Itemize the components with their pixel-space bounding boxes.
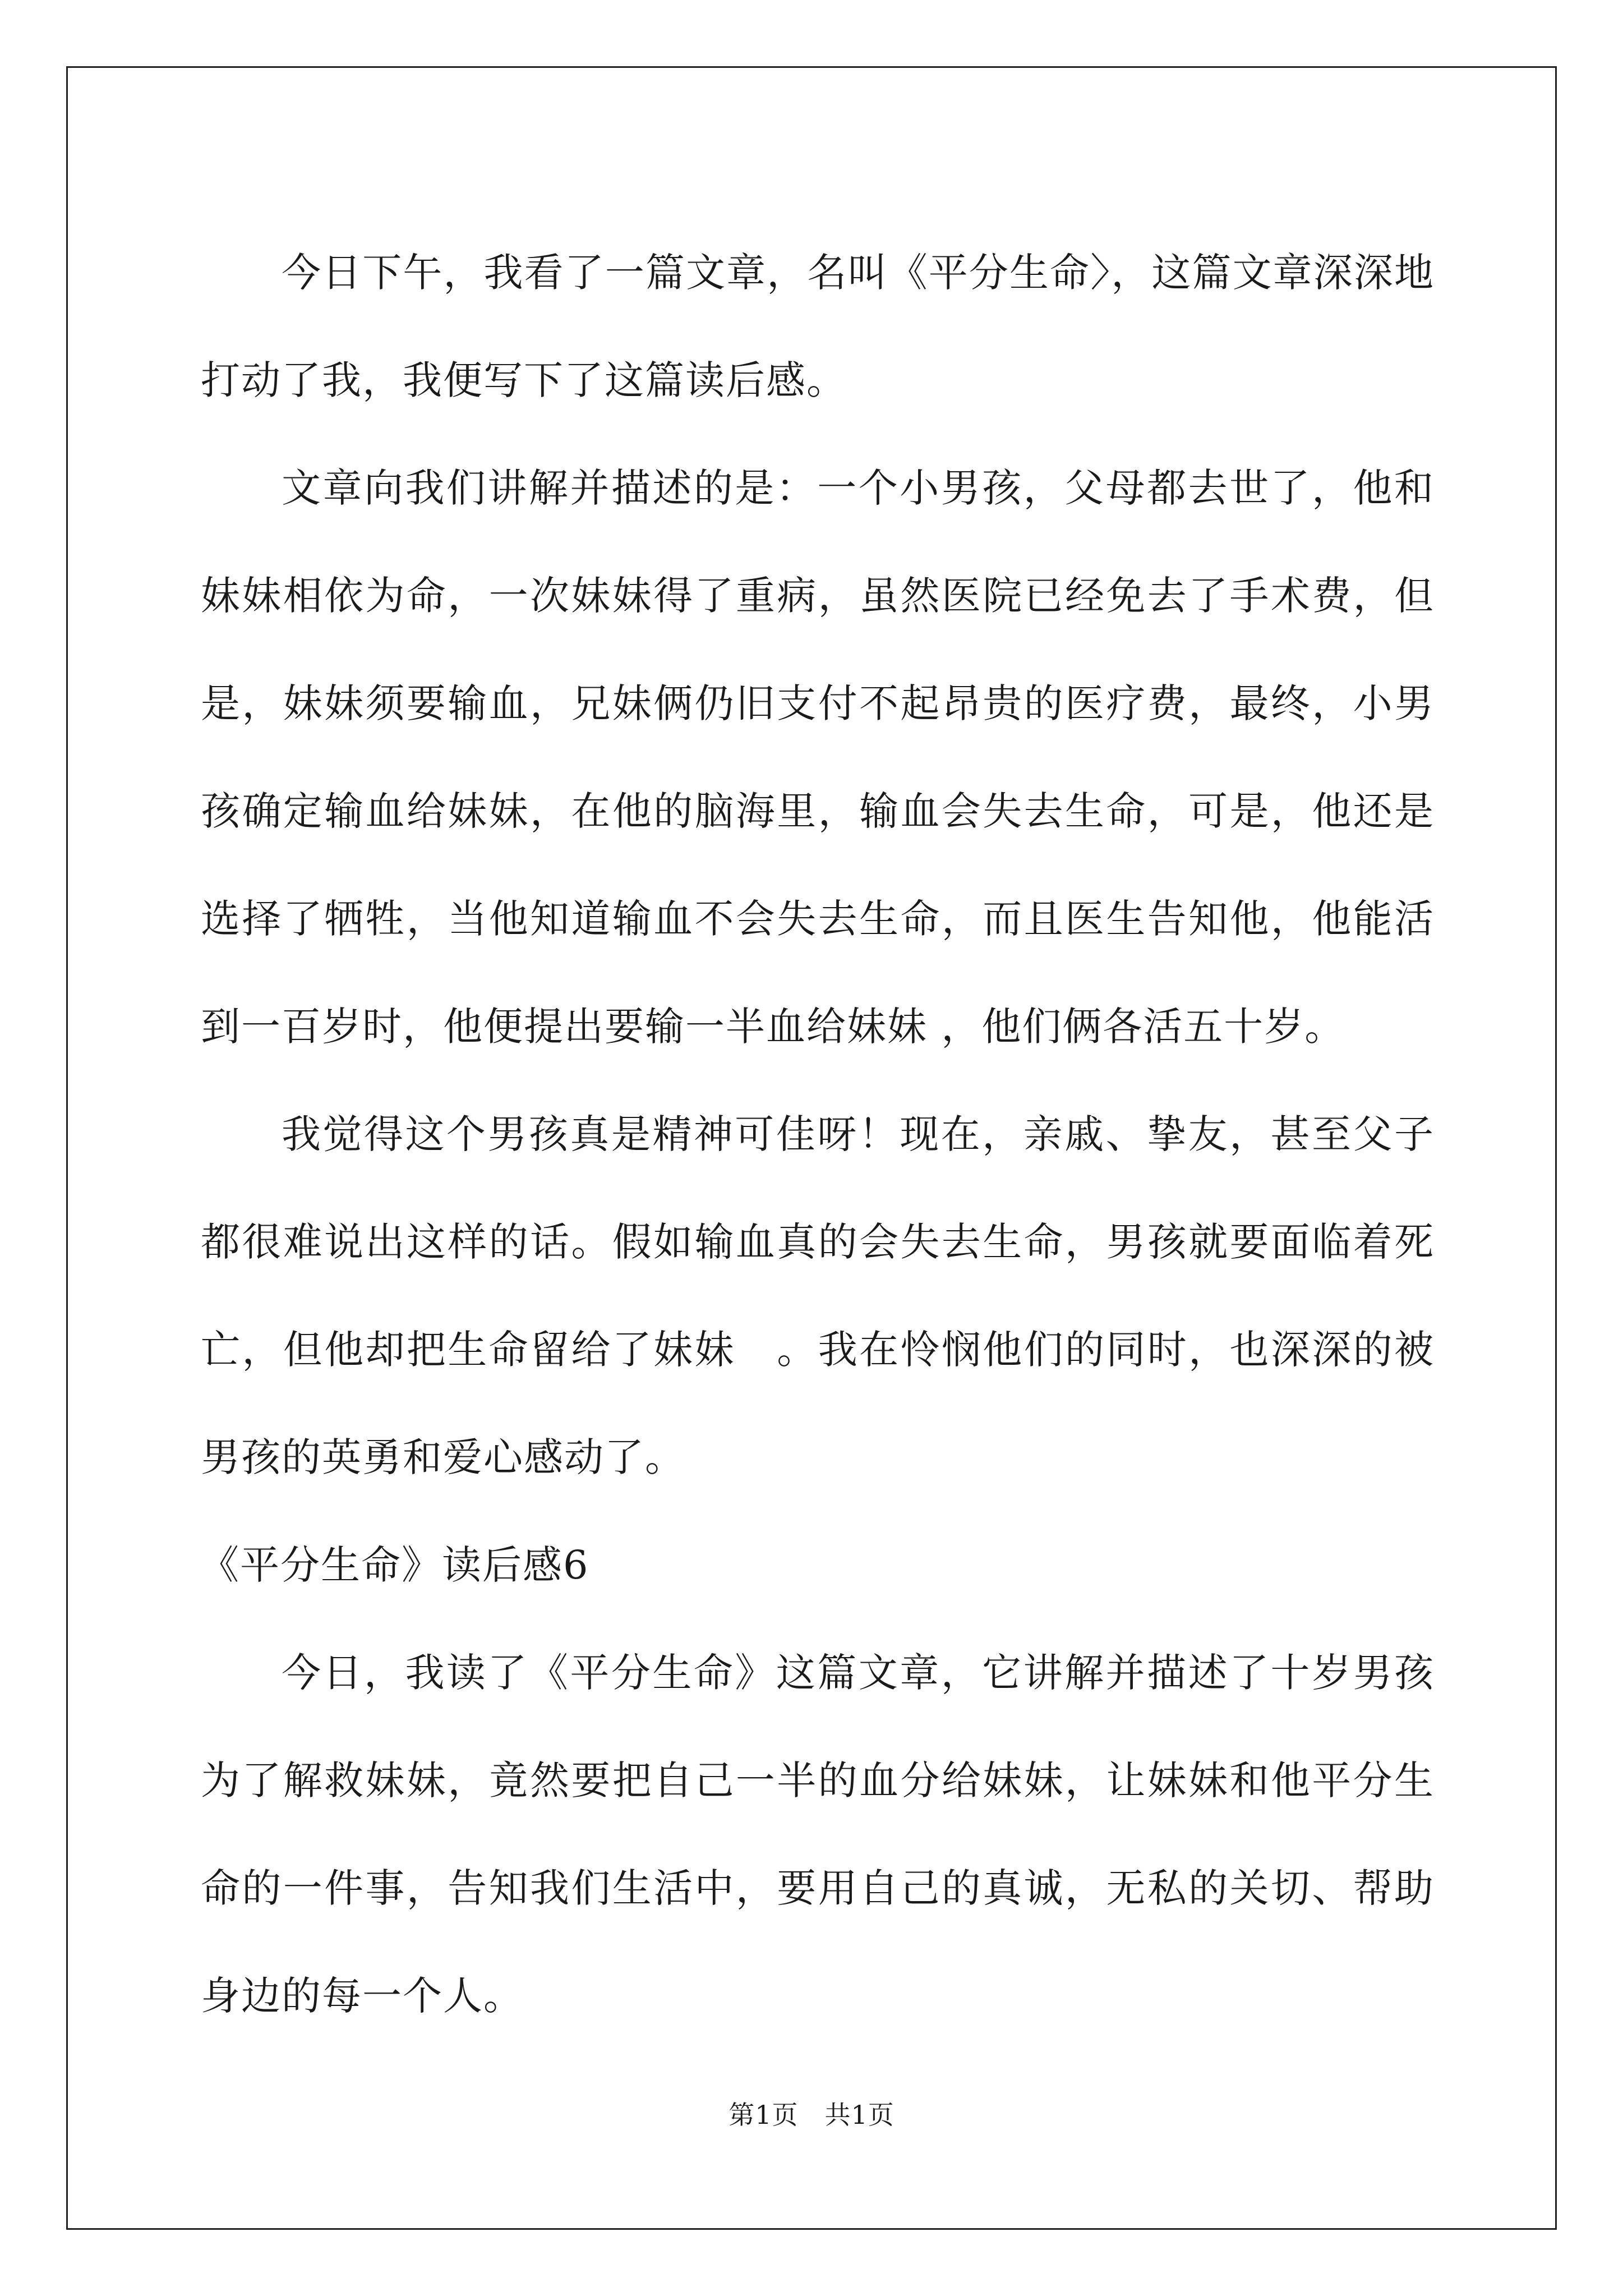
paragraph-4: 今日，我读了《平分生命》这篇文章，它讲解并描述了十岁男孩为了解救妹妹，竟然要把自己一半的血分给妹妹，让妹妹和他平分生命的一件事，告知我们生活中，要用自己的真诚，无私的关切、帮助身边的每一个人。	[201, 1650, 1435, 2019]
document-body	[201, 219, 1435, 2050]
section-title: 《平分生命》读后感6	[200, 1542, 589, 1588]
paragraph-3: 我觉得这个男孩真是精神可佳呀！现在，亲戚、挚友，甚至父子都很难说出这样的话。假如输血真的会失去生命，男孩就要面临着死亡，但他却把生命留给了妹妹 。我在怜悯他们的同时，也深深的被男孩的英勇和爱心感动了。	[201, 1111, 1435, 1480]
page-number-footer: 第1页 共1页	[728, 2100, 895, 2130]
paragraph-2: 文章向我们讲解并描述的是：一个小男孩，父母都去世了，他和妹妹相依为命，一次妹妹得了重病，虽然医院已经免去了手术费，但是，妹妹须要输血，兄妹俩仍旧支付不起昂贵的医疗费，最终，小男孩确定输血给妹妹，在他的脑海里，输血会失去生命，可是，他还是选择了牺牲，当他知道输血不会失去生命，而且医生告知他，他能活到一百岁时，他便提出要输一半血给妹妹 ，他们俩各活五十岁。	[201, 465, 1435, 1050]
paragraph-1: 今日下午，我看了一篇文章，名叫《平分生命〉，这篇文章深深地打动了我，我便写下了这篇读后感。	[201, 250, 1435, 403]
